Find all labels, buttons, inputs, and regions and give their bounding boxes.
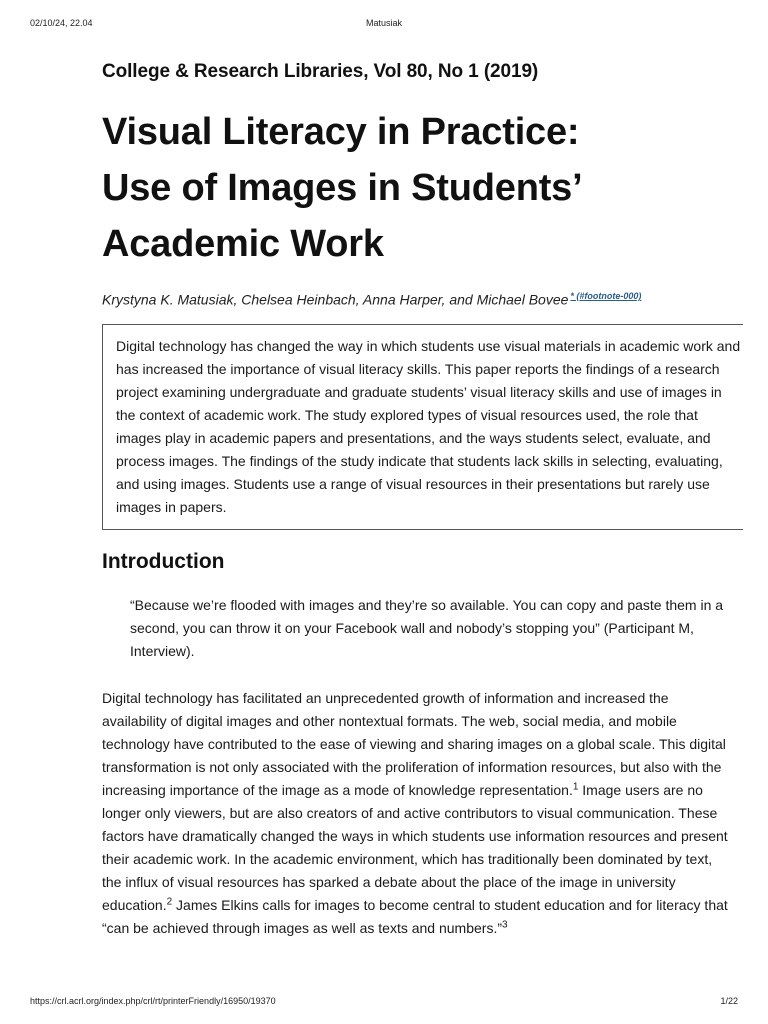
footnote-ref-1[interactable]: 1 (572, 781, 579, 792)
page-number: 1/22 (720, 996, 738, 1006)
article (102, 58, 742, 940)
intro-paragraph (102, 687, 732, 940)
print-date: 02/10/24, 22.04 (30, 18, 93, 28)
print-header (30, 18, 738, 32)
intro-text-1: Digital technology has facilitated an unprecedented growth of information and increased the availability of digital images and other nontextual formats. The web, social media, and mobile technology have contributed to the ease of viewing and sharing images on a global scale. This digital transformation is not only associated with the proliferation of information resources, but also with the increasing importance of the image as a mode of knowledge representation. (102, 689, 726, 798)
print-page-title: Matusiak (365, 18, 402, 28)
authors-text: Krystyna K. Matusiak, Chelsea Heinbach, Anna Harper, and Michael Bovee (102, 291, 569, 308)
print-url: https://crl.acrl.org/index.php/crl/rt/printerFriendly/16950/19370 (30, 996, 276, 1006)
author-list (102, 286, 742, 310)
journal-citation: College & Research Libraries, Vol 80, No 1 (2019) (102, 61, 539, 82)
article-title (102, 104, 742, 272)
epigraph-quote: “Because we’re flooded with images and they’re so available. You can copy and paste them in a second, you can throw it on your Facebook wall and nobody’s stopping you” (Participant M, Interview). (130, 596, 724, 659)
intro-text-2: Image users are no longer only viewers, but are also creators of and active contributors to visual communication. These factors have dramatically changed the ways in which students use information resources and present their academic work. In the academic environment, which has traditionally been dominated by text, the influx of visual resources has sparked a debate about the place of the image in university education. (102, 781, 728, 913)
footnote-ref-3[interactable]: 3 (502, 919, 508, 930)
abstract-text: Digital technology has changed the way in which students use visual materials in academic work and has increased the importance of visual literacy skills. This paper reports the findings of a research project examining undergraduate and graduate students’ visual literacy skills and use of images in the context of academic work. The study explored types of visual resources used, the role that images play in academic papers and presentations, and the ways students select, evaluate, and process images. The findings of the study indicate that students lack skills in selecting, evaluating, and using images. Students use a range of visual resources in their presentations but rarely use images in papers. (116, 337, 741, 515)
title-line: Use of Images in Students’ (102, 167, 583, 209)
section-heading-introduction: Introduction (102, 549, 225, 573)
footnote-ref-2[interactable]: 2 (166, 896, 173, 907)
abstract-box (102, 324, 743, 530)
title-line: Academic Work (102, 223, 384, 265)
title-line: Visual Literacy in Practice: (102, 111, 580, 153)
print-footer (30, 996, 738, 1010)
footnote-link[interactable]: * (#footnote-000) (570, 291, 642, 301)
intro-text-3: James Elkins calls for images to become central to student education and for literacy that “can be achieved through images as well as texts and numbers.” (102, 896, 728, 936)
